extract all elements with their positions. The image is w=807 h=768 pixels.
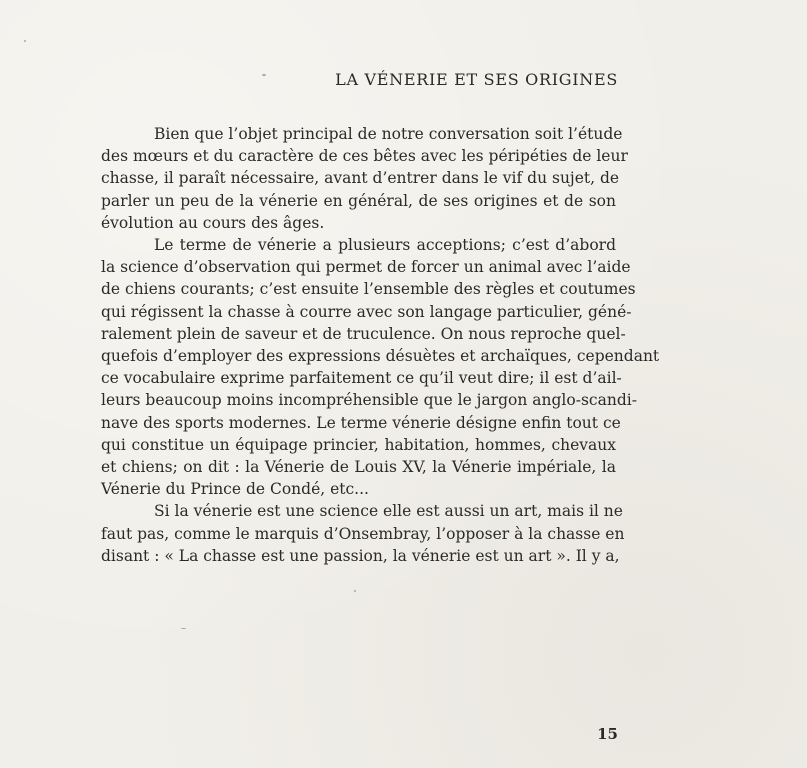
paper-speck xyxy=(181,628,186,629)
paragraph xyxy=(101,234,660,500)
text-line: chasse, il paraît nécessaire, avant d’entrer dans le vif du sujet, de xyxy=(101,169,620,188)
text-line: des mœurs et du caractère de ces bêtes avec les péripéties de leur xyxy=(101,147,628,166)
text-line: Bien que l’objet principal de notre conversation soit l’étude xyxy=(154,125,623,143)
text-line: ralement plein de saveur et de truculence. On nous reproche quel- xyxy=(101,324,626,343)
paragraph xyxy=(101,123,628,234)
running-head: LA VÉNERIE ET SES ORIGINES xyxy=(335,70,618,89)
body-text xyxy=(101,123,660,567)
paper-speck xyxy=(262,74,266,76)
text-line: de chiens courants; c’est ensuite l’ensemble des règles et coutumes xyxy=(101,280,636,299)
text-line: nave des sports modernes. Le terme vénerie désigne enfin tout ce xyxy=(101,413,621,432)
paper-speck xyxy=(354,590,356,592)
text-line: faut pas, comme le marquis d’Onsembray, l’opposer à la chasse en xyxy=(101,524,625,543)
text-line: qui régissent la chasse à courre avec son langage particulier, géné- xyxy=(101,302,632,321)
text-line: Vénerie du Prince de Condé, etc... xyxy=(101,480,369,499)
text-line: ce vocabulaire exprime parfaitement ce qu’il veut dire; il est d’ail- xyxy=(101,369,622,388)
page-number: 15 xyxy=(597,725,618,743)
text-line: la science d’observation qui permet de forcer un animal avec l’aide xyxy=(101,258,631,277)
text-line: disant : « La chasse est une passion, la vénerie est un art ». Il y a, xyxy=(101,546,620,565)
text-line: évolution au cours des âges. xyxy=(101,213,325,232)
paragraph xyxy=(101,500,625,567)
text-line: Si la vénerie est une science elle est aussi un art, mais il ne xyxy=(154,502,623,521)
text-line: qui constitue un équipage princier, habitation, hommes, chevaux xyxy=(101,435,616,454)
text-line: parler un peu de la vénerie en général, de ses origines et de son xyxy=(101,191,616,210)
text-line: leurs beaucoup moins incompréhensible que le jargon anglo-scandi- xyxy=(101,391,637,410)
text-line: Le terme de vénerie a plusieurs acceptions; c’est d’abord xyxy=(154,236,616,255)
text-line: quefois d’employer des expressions désuètes et archaïques, cependant xyxy=(101,347,660,366)
paper-speck xyxy=(24,40,26,42)
text-line: et chiens; on dit : la Vénerie de Louis XV, la Vénerie impériale, la xyxy=(101,458,616,477)
